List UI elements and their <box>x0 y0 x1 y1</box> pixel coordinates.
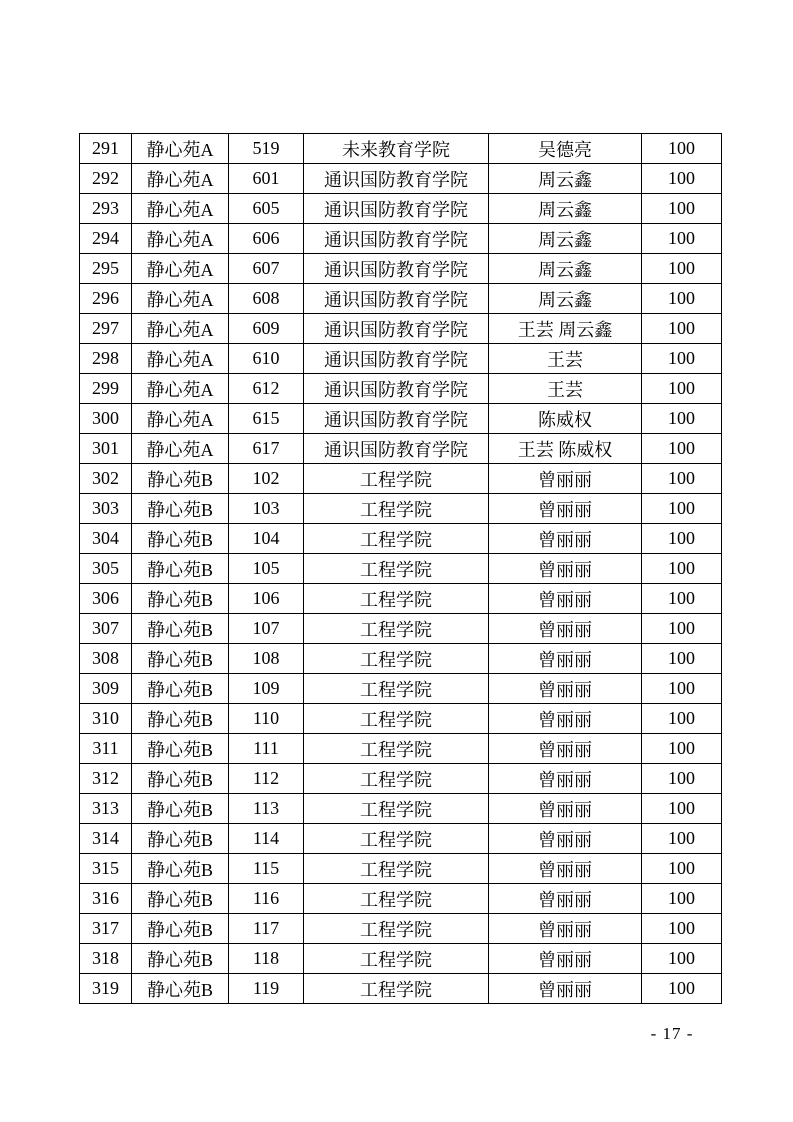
score-cell: 100 <box>642 314 722 344</box>
building-cell: 静心苑B <box>132 524 229 554</box>
tutor-cell: 王芸 周云鑫 <box>489 314 642 344</box>
room-cell: 601 <box>229 164 304 194</box>
score-cell: 100 <box>642 254 722 284</box>
table-row <box>80 704 722 734</box>
college-cell: 通识国防教育学院 <box>304 194 489 224</box>
row-number-cell: 297 <box>80 314 132 344</box>
college-cell: 通识国防教育学院 <box>304 314 489 344</box>
dormitory-score-table <box>79 133 722 1004</box>
tutor-cell: 王芸 <box>489 374 642 404</box>
building-cell: 静心苑B <box>132 494 229 524</box>
tutor-cell: 陈威权 <box>489 404 642 434</box>
college-cell: 工程学院 <box>304 554 489 584</box>
row-number-cell: 316 <box>80 884 132 914</box>
table-row <box>80 134 722 164</box>
table-row <box>80 974 722 1004</box>
row-number-cell: 310 <box>80 704 132 734</box>
building-cell: 静心苑B <box>132 704 229 734</box>
tutor-cell: 曾丽丽 <box>489 584 642 614</box>
score-cell: 100 <box>642 344 722 374</box>
score-cell: 100 <box>642 704 722 734</box>
college-cell: 工程学院 <box>304 824 489 854</box>
table-row <box>80 404 722 434</box>
row-number-cell: 311 <box>80 734 132 764</box>
room-cell: 612 <box>229 374 304 404</box>
score-cell: 100 <box>642 284 722 314</box>
table-body <box>80 134 722 1004</box>
college-cell: 工程学院 <box>304 794 489 824</box>
building-cell: 静心苑A <box>132 404 229 434</box>
room-cell: 106 <box>229 584 304 614</box>
score-cell: 100 <box>642 224 722 254</box>
row-number-cell: 319 <box>80 974 132 1004</box>
row-number-cell: 303 <box>80 494 132 524</box>
table-row <box>80 764 722 794</box>
college-cell: 工程学院 <box>304 464 489 494</box>
college-cell: 工程学院 <box>304 764 489 794</box>
table-row <box>80 554 722 584</box>
college-cell: 工程学院 <box>304 524 489 554</box>
score-cell: 100 <box>642 464 722 494</box>
row-number-cell: 315 <box>80 854 132 884</box>
college-cell: 工程学院 <box>304 884 489 914</box>
college-cell: 工程学院 <box>304 704 489 734</box>
score-cell: 100 <box>642 974 722 1004</box>
row-number-cell: 314 <box>80 824 132 854</box>
table-row <box>80 314 722 344</box>
tutor-cell: 曾丽丽 <box>489 614 642 644</box>
room-cell: 606 <box>229 224 304 254</box>
table-row <box>80 914 722 944</box>
tutor-cell: 曾丽丽 <box>489 494 642 524</box>
college-cell: 通识国防教育学院 <box>304 284 489 314</box>
score-cell: 100 <box>642 674 722 704</box>
building-cell: 静心苑B <box>132 674 229 704</box>
table-row <box>80 224 722 254</box>
table-row <box>80 854 722 884</box>
room-cell: 109 <box>229 674 304 704</box>
building-cell: 静心苑B <box>132 944 229 974</box>
row-number-cell: 318 <box>80 944 132 974</box>
tutor-cell: 周云鑫 <box>489 284 642 314</box>
score-cell: 100 <box>642 884 722 914</box>
college-cell: 未来教育学院 <box>304 134 489 164</box>
tutor-cell: 周云鑫 <box>489 164 642 194</box>
row-number-cell: 317 <box>80 914 132 944</box>
score-cell: 100 <box>642 914 722 944</box>
room-cell: 118 <box>229 944 304 974</box>
score-cell: 100 <box>642 134 722 164</box>
college-cell: 工程学院 <box>304 854 489 884</box>
room-cell: 114 <box>229 824 304 854</box>
table-row <box>80 344 722 374</box>
college-cell: 工程学院 <box>304 944 489 974</box>
college-cell: 工程学院 <box>304 974 489 1004</box>
tutor-cell: 吴德亮 <box>489 134 642 164</box>
room-cell: 113 <box>229 794 304 824</box>
building-cell: 静心苑B <box>132 614 229 644</box>
college-cell: 通识国防教育学院 <box>304 224 489 254</box>
score-cell: 100 <box>642 434 722 464</box>
room-cell: 104 <box>229 524 304 554</box>
tutor-cell: 曾丽丽 <box>489 914 642 944</box>
tutor-cell: 曾丽丽 <box>489 884 642 914</box>
row-number-cell: 312 <box>80 764 132 794</box>
college-cell: 工程学院 <box>304 914 489 944</box>
row-number-cell: 298 <box>80 344 132 374</box>
tutor-cell: 王芸 陈威权 <box>489 434 642 464</box>
table-row <box>80 464 722 494</box>
score-cell: 100 <box>642 734 722 764</box>
page-number: - 17 - <box>650 1024 694 1043</box>
row-number-cell: 294 <box>80 224 132 254</box>
room-cell: 108 <box>229 644 304 674</box>
room-cell: 615 <box>229 404 304 434</box>
tutor-cell: 周云鑫 <box>489 194 642 224</box>
table-row <box>80 164 722 194</box>
score-cell: 100 <box>642 494 722 524</box>
score-cell: 100 <box>642 944 722 974</box>
tutor-cell: 曾丽丽 <box>489 794 642 824</box>
table-row <box>80 494 722 524</box>
score-cell: 100 <box>642 644 722 674</box>
college-cell: 工程学院 <box>304 644 489 674</box>
college-cell: 通识国防教育学院 <box>304 344 489 374</box>
score-cell: 100 <box>642 524 722 554</box>
table-row <box>80 944 722 974</box>
college-cell: 工程学院 <box>304 734 489 764</box>
college-cell: 工程学院 <box>304 614 489 644</box>
building-cell: 静心苑A <box>132 374 229 404</box>
college-cell: 通识国防教育学院 <box>304 254 489 284</box>
room-cell: 607 <box>229 254 304 284</box>
building-cell: 静心苑B <box>132 884 229 914</box>
table-row <box>80 734 722 764</box>
building-cell: 静心苑B <box>132 644 229 674</box>
building-cell: 静心苑A <box>132 134 229 164</box>
score-cell: 100 <box>642 614 722 644</box>
table-row <box>80 824 722 854</box>
room-cell: 110 <box>229 704 304 734</box>
row-number-cell: 295 <box>80 254 132 284</box>
row-number-cell: 293 <box>80 194 132 224</box>
tutor-cell: 曾丽丽 <box>489 644 642 674</box>
tutor-cell: 曾丽丽 <box>489 944 642 974</box>
tutor-cell: 曾丽丽 <box>489 854 642 884</box>
score-cell: 100 <box>642 404 722 434</box>
room-cell: 116 <box>229 884 304 914</box>
room-cell: 609 <box>229 314 304 344</box>
score-cell: 100 <box>642 824 722 854</box>
table-row <box>80 284 722 314</box>
room-cell: 102 <box>229 464 304 494</box>
building-cell: 静心苑B <box>132 974 229 1004</box>
building-cell: 静心苑B <box>132 794 229 824</box>
table-row <box>80 674 722 704</box>
score-cell: 100 <box>642 554 722 584</box>
room-cell: 119 <box>229 974 304 1004</box>
tutor-cell: 曾丽丽 <box>489 704 642 734</box>
tutor-cell: 曾丽丽 <box>489 554 642 584</box>
room-cell: 117 <box>229 914 304 944</box>
building-cell: 静心苑A <box>132 284 229 314</box>
row-number-cell: 301 <box>80 434 132 464</box>
row-number-cell: 302 <box>80 464 132 494</box>
building-cell: 静心苑B <box>132 764 229 794</box>
tutor-cell: 曾丽丽 <box>489 824 642 854</box>
table-row <box>80 584 722 614</box>
row-number-cell: 292 <box>80 164 132 194</box>
score-cell: 100 <box>642 854 722 884</box>
row-number-cell: 308 <box>80 644 132 674</box>
tutor-cell: 曾丽丽 <box>489 524 642 554</box>
row-number-cell: 304 <box>80 524 132 554</box>
college-cell: 工程学院 <box>304 674 489 704</box>
table-row <box>80 644 722 674</box>
building-cell: 静心苑B <box>132 464 229 494</box>
college-cell: 通识国防教育学院 <box>304 434 489 464</box>
score-cell: 100 <box>642 194 722 224</box>
score-cell: 100 <box>642 374 722 404</box>
score-cell: 100 <box>642 764 722 794</box>
score-cell: 100 <box>642 584 722 614</box>
tutor-cell: 曾丽丽 <box>489 734 642 764</box>
tutor-cell: 曾丽丽 <box>489 974 642 1004</box>
room-cell: 112 <box>229 764 304 794</box>
room-cell: 115 <box>229 854 304 884</box>
room-cell: 605 <box>229 194 304 224</box>
building-cell: 静心苑A <box>132 194 229 224</box>
room-cell: 111 <box>229 734 304 764</box>
score-cell: 100 <box>642 794 722 824</box>
building-cell: 静心苑B <box>132 914 229 944</box>
college-cell: 通识国防教育学院 <box>304 374 489 404</box>
row-number-cell: 306 <box>80 584 132 614</box>
college-cell: 通识国防教育学院 <box>304 404 489 434</box>
tutor-cell: 周云鑫 <box>489 254 642 284</box>
room-cell: 105 <box>229 554 304 584</box>
room-cell: 608 <box>229 284 304 314</box>
building-cell: 静心苑A <box>132 164 229 194</box>
table-row <box>80 374 722 404</box>
building-cell: 静心苑B <box>132 584 229 614</box>
building-cell: 静心苑A <box>132 314 229 344</box>
building-cell: 静心苑B <box>132 824 229 854</box>
tutor-cell: 曾丽丽 <box>489 764 642 794</box>
row-number-cell: 309 <box>80 674 132 704</box>
room-cell: 610 <box>229 344 304 374</box>
row-number-cell: 291 <box>80 134 132 164</box>
building-cell: 静心苑B <box>132 734 229 764</box>
college-cell: 工程学院 <box>304 584 489 614</box>
row-number-cell: 300 <box>80 404 132 434</box>
row-number-cell: 296 <box>80 284 132 314</box>
row-number-cell: 307 <box>80 614 132 644</box>
tutor-cell: 周云鑫 <box>489 224 642 254</box>
building-cell: 静心苑A <box>132 434 229 464</box>
college-cell: 通识国防教育学院 <box>304 164 489 194</box>
building-cell: 静心苑A <box>132 224 229 254</box>
table-row <box>80 434 722 464</box>
building-cell: 静心苑B <box>132 854 229 884</box>
building-cell: 静心苑A <box>132 344 229 374</box>
row-number-cell: 313 <box>80 794 132 824</box>
table-row <box>80 614 722 644</box>
room-cell: 617 <box>229 434 304 464</box>
college-cell: 工程学院 <box>304 494 489 524</box>
row-number-cell: 305 <box>80 554 132 584</box>
tutor-cell: 曾丽丽 <box>489 464 642 494</box>
table-row <box>80 884 722 914</box>
room-cell: 103 <box>229 494 304 524</box>
table-row <box>80 524 722 554</box>
score-cell: 100 <box>642 164 722 194</box>
table-row <box>80 254 722 284</box>
row-number-cell: 299 <box>80 374 132 404</box>
tutor-cell: 曾丽丽 <box>489 674 642 704</box>
table-row <box>80 194 722 224</box>
room-cell: 107 <box>229 614 304 644</box>
room-cell: 519 <box>229 134 304 164</box>
tutor-cell: 王芸 <box>489 344 642 374</box>
building-cell: 静心苑A <box>132 254 229 284</box>
table-row <box>80 794 722 824</box>
building-cell: 静心苑B <box>132 554 229 584</box>
